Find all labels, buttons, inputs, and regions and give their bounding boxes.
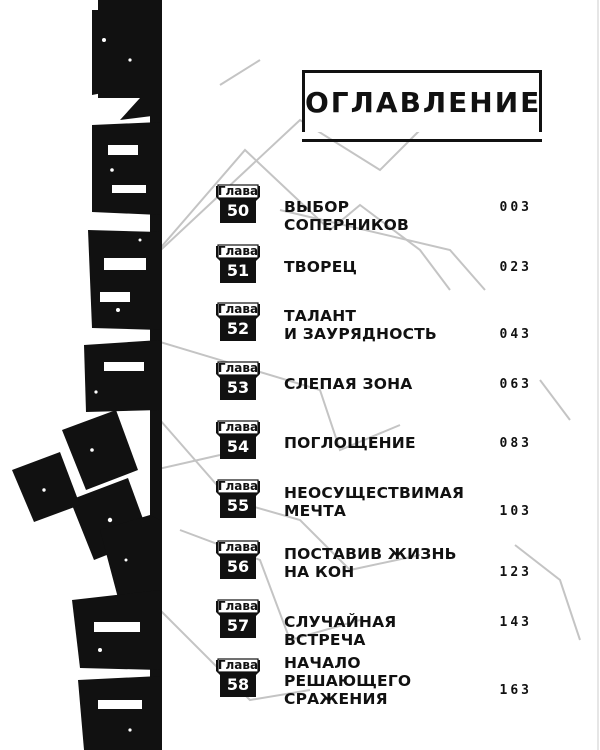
chapter-number: 50 xyxy=(226,201,250,220)
chapter-number: 58 xyxy=(226,675,250,694)
chapter-label: Глава xyxy=(217,184,259,198)
chapter-label: Глава xyxy=(217,420,259,434)
toc-row[interactable] xyxy=(214,299,534,351)
toc-row[interactable] xyxy=(214,181,534,233)
chapter-page-number: 043 xyxy=(499,326,532,342)
chapter-title-line: СЛЕПАЯ ЗОНА xyxy=(284,375,413,393)
chapter-badge xyxy=(214,183,262,229)
chapter-title-line: НЕОСУЩЕСТВИМАЯ xyxy=(284,484,465,502)
chapter-label: Глава xyxy=(217,302,259,316)
chapter-label: Глава xyxy=(217,479,259,493)
chapter-badge xyxy=(214,419,262,465)
toc-row[interactable] xyxy=(214,417,534,469)
chapter-page-number: 143 xyxy=(499,615,532,630)
chapter-title xyxy=(284,185,474,237)
chapter-label: Глава xyxy=(217,658,259,672)
chapter-badge xyxy=(214,598,262,644)
chapter-badge xyxy=(214,301,262,347)
chapter-page-number: 123 xyxy=(499,564,532,580)
chapter-number: 57 xyxy=(226,616,250,635)
chapter-label: Глава xyxy=(217,361,259,375)
chapter-page-number: 023 xyxy=(499,260,532,275)
table-of-contents xyxy=(214,181,534,721)
chapter-title xyxy=(284,362,474,414)
chapter-title xyxy=(284,299,474,351)
toc-header-box xyxy=(302,70,542,132)
chapter-title-line: ВЫБОР СОПЕРНИКОВ xyxy=(284,198,410,234)
toc-title: ОГЛАВЛЕНИЕ xyxy=(305,86,542,119)
chapter-title xyxy=(284,421,474,473)
chapter-badge xyxy=(214,360,262,406)
chapter-title xyxy=(284,245,474,297)
chapter-title-line: ТАЛАНТ xyxy=(284,307,357,325)
chapter-title-line: НА КОН xyxy=(284,563,355,581)
toc-row[interactable] xyxy=(214,655,534,707)
chapter-page-number: 103 xyxy=(499,503,532,519)
chapter-title-line: СЛУЧАЙНАЯ ВСТРЕЧА xyxy=(284,613,397,649)
chapter-label: Глава xyxy=(217,599,259,613)
chapter-page-number: 063 xyxy=(499,377,532,392)
chapter-title-line: И ЗАУРЯДНОСТЬ xyxy=(284,325,437,343)
chapter-label: Глава xyxy=(217,540,259,554)
chapter-page-number: 163 xyxy=(499,682,532,698)
chapter-title-line: МЕЧТА xyxy=(284,502,347,520)
chapter-number: 51 xyxy=(226,261,250,280)
chapter-title xyxy=(284,476,474,528)
chapter-page-number: 083 xyxy=(499,436,532,451)
chapter-number: 55 xyxy=(226,496,250,515)
toc-row[interactable] xyxy=(214,596,534,648)
chapter-badge xyxy=(214,539,262,585)
chapter-title-line: НАЧАЛО РЕШАЮЩЕГО xyxy=(284,654,412,690)
chapter-number: 54 xyxy=(226,437,250,456)
toc-row[interactable] xyxy=(214,241,534,293)
chapter-title-line: ПОГЛОЩЕНИЕ xyxy=(284,434,416,452)
toc-row[interactable] xyxy=(214,476,534,528)
chapter-number: 52 xyxy=(226,319,250,338)
chapter-title xyxy=(284,600,474,652)
chapter-title-line: ТВОРЕЦ xyxy=(284,258,358,276)
chapter-page-number: 003 xyxy=(499,200,532,215)
chapter-number: 53 xyxy=(226,378,250,397)
chapter-number: 56 xyxy=(226,557,250,576)
chapter-badge xyxy=(214,243,262,289)
chapter-badge xyxy=(214,657,262,703)
chapter-badge xyxy=(214,478,262,524)
toc-row[interactable] xyxy=(214,358,534,410)
toc-row[interactable] xyxy=(214,537,534,589)
vertical-title-logo xyxy=(0,0,162,750)
chapter-title-line: ПОСТАВИВ ЖИЗНЬ xyxy=(284,545,457,563)
chapter-title xyxy=(284,655,474,707)
chapter-label: Глава xyxy=(217,244,259,258)
chapter-title-line: СРАЖЕНИЯ xyxy=(284,690,388,708)
chapter-title xyxy=(284,537,474,589)
